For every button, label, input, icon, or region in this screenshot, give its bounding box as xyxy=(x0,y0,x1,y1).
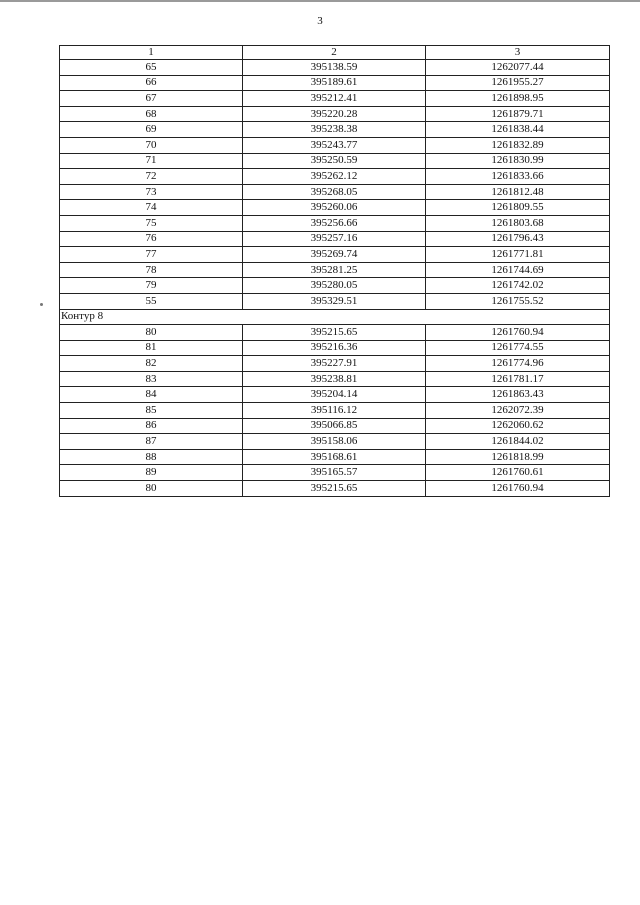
table-row xyxy=(60,403,610,419)
y-coordinate-cell: 1261774.55 xyxy=(426,340,610,356)
point-number-cell: 85 xyxy=(60,403,243,419)
point-number-cell: 75 xyxy=(60,215,243,231)
table-row xyxy=(60,169,610,185)
point-number-cell: 81 xyxy=(60,340,243,356)
table-body xyxy=(60,60,610,497)
x-coordinate-cell: 395215.65 xyxy=(243,481,426,497)
page-number: 3 xyxy=(317,15,323,27)
point-number-cell: 78 xyxy=(60,262,243,278)
table-row xyxy=(60,465,610,481)
point-number-cell: 82 xyxy=(60,356,243,372)
y-coordinate-cell: 1261771.81 xyxy=(426,247,610,263)
table-row xyxy=(60,184,610,200)
x-coordinate-cell: 395329.51 xyxy=(243,293,426,309)
header-row xyxy=(60,46,610,60)
table-row xyxy=(60,106,610,122)
y-coordinate-cell: 1261830.99 xyxy=(426,153,610,169)
x-coordinate-cell: 395262.12 xyxy=(243,169,426,185)
point-number-cell: 70 xyxy=(60,137,243,153)
y-coordinate-cell: 1262072.39 xyxy=(426,403,610,419)
point-number-cell: 77 xyxy=(60,247,243,263)
x-coordinate-cell: 395168.61 xyxy=(243,449,426,465)
point-number-cell: 80 xyxy=(60,325,243,341)
point-number-cell: 83 xyxy=(60,371,243,387)
header-col-3: 3 xyxy=(426,46,610,60)
table-row xyxy=(60,340,610,356)
point-number-cell: 72 xyxy=(60,169,243,185)
x-coordinate-cell: 395212.41 xyxy=(243,91,426,107)
x-coordinate-cell: 395260.06 xyxy=(243,200,426,216)
y-coordinate-cell: 1261774.96 xyxy=(426,356,610,372)
table-row xyxy=(60,449,610,465)
point-number-cell: 87 xyxy=(60,434,243,450)
table-row xyxy=(60,262,610,278)
point-number-cell: 84 xyxy=(60,387,243,403)
point-number-cell: 67 xyxy=(60,91,243,107)
table-row xyxy=(60,481,610,497)
x-coordinate-cell: 395204.14 xyxy=(243,387,426,403)
point-number-cell: 55 xyxy=(60,293,243,309)
y-coordinate-cell: 1261760.94 xyxy=(426,481,610,497)
table-row xyxy=(60,75,610,91)
scan-speck xyxy=(40,303,43,306)
table-row xyxy=(60,122,610,138)
point-number-cell: 66 xyxy=(60,75,243,91)
x-coordinate-cell: 395227.91 xyxy=(243,356,426,372)
y-coordinate-cell: 1261844.02 xyxy=(426,434,610,450)
point-number-cell: 69 xyxy=(60,122,243,138)
scan-top-edge xyxy=(0,0,640,2)
section-row xyxy=(60,309,610,325)
table-row xyxy=(60,200,610,216)
x-coordinate-cell: 395220.28 xyxy=(243,106,426,122)
y-coordinate-cell: 1261898.95 xyxy=(426,91,610,107)
y-coordinate-cell: 1261742.02 xyxy=(426,278,610,294)
point-number-cell: 68 xyxy=(60,106,243,122)
point-number-cell: 65 xyxy=(60,60,243,76)
table-row xyxy=(60,247,610,263)
y-coordinate-cell: 1261760.94 xyxy=(426,325,610,341)
x-coordinate-cell: 395066.85 xyxy=(243,418,426,434)
section-label: Контур 8 xyxy=(60,309,610,325)
header-col-1: 1 xyxy=(60,46,243,60)
table-row xyxy=(60,387,610,403)
y-coordinate-cell: 1261863.43 xyxy=(426,387,610,403)
y-coordinate-cell: 1261809.55 xyxy=(426,200,610,216)
x-coordinate-cell: 395257.16 xyxy=(243,231,426,247)
y-coordinate-cell: 1261838.44 xyxy=(426,122,610,138)
x-coordinate-cell: 395165.57 xyxy=(243,465,426,481)
coordinates-table xyxy=(59,45,610,497)
point-number-cell: 76 xyxy=(60,231,243,247)
table-row xyxy=(60,137,610,153)
table-row xyxy=(60,231,610,247)
point-number-cell: 73 xyxy=(60,184,243,200)
table-row xyxy=(60,325,610,341)
x-coordinate-cell: 395256.66 xyxy=(243,215,426,231)
x-coordinate-cell: 395138.59 xyxy=(243,60,426,76)
x-coordinate-cell: 395238.38 xyxy=(243,122,426,138)
y-coordinate-cell: 1261744.69 xyxy=(426,262,610,278)
y-coordinate-cell: 1261832.89 xyxy=(426,137,610,153)
y-coordinate-cell: 1262077.44 xyxy=(426,60,610,76)
x-coordinate-cell: 395189.61 xyxy=(243,75,426,91)
x-coordinate-cell: 395268.05 xyxy=(243,184,426,200)
point-number-cell: 89 xyxy=(60,465,243,481)
y-coordinate-cell: 1261818.99 xyxy=(426,449,610,465)
table-header xyxy=(60,46,610,60)
y-coordinate-cell: 1261879.71 xyxy=(426,106,610,122)
x-coordinate-cell: 395216.36 xyxy=(243,340,426,356)
y-coordinate-cell: 1261755.52 xyxy=(426,293,610,309)
point-number-cell: 71 xyxy=(60,153,243,169)
y-coordinate-cell: 1261955.27 xyxy=(426,75,610,91)
x-coordinate-cell: 395116.12 xyxy=(243,403,426,419)
x-coordinate-cell: 395243.77 xyxy=(243,137,426,153)
table-row xyxy=(60,371,610,387)
table-row xyxy=(60,60,610,76)
point-number-cell: 74 xyxy=(60,200,243,216)
table-row xyxy=(60,153,610,169)
table-row xyxy=(60,91,610,107)
x-coordinate-cell: 395238.81 xyxy=(243,371,426,387)
table-row xyxy=(60,293,610,309)
point-number-cell: 86 xyxy=(60,418,243,434)
point-number-cell: 80 xyxy=(60,481,243,497)
x-coordinate-cell: 395281.25 xyxy=(243,262,426,278)
x-coordinate-cell: 395215.65 xyxy=(243,325,426,341)
y-coordinate-cell: 1261781.17 xyxy=(426,371,610,387)
table-row xyxy=(60,356,610,372)
y-coordinate-cell: 1261833.66 xyxy=(426,169,610,185)
table-row xyxy=(60,434,610,450)
table-row xyxy=(60,215,610,231)
table-row xyxy=(60,278,610,294)
y-coordinate-cell: 1261796.43 xyxy=(426,231,610,247)
x-coordinate-cell: 395250.59 xyxy=(243,153,426,169)
x-coordinate-cell: 395280.05 xyxy=(243,278,426,294)
point-number-cell: 79 xyxy=(60,278,243,294)
y-coordinate-cell: 1261812.48 xyxy=(426,184,610,200)
x-coordinate-cell: 395158.06 xyxy=(243,434,426,450)
y-coordinate-cell: 1262060.62 xyxy=(426,418,610,434)
table-row xyxy=(60,418,610,434)
header-col-2: 2 xyxy=(243,46,426,60)
x-coordinate-cell: 395269.74 xyxy=(243,247,426,263)
y-coordinate-cell: 1261760.61 xyxy=(426,465,610,481)
point-number-cell: 88 xyxy=(60,449,243,465)
y-coordinate-cell: 1261803.68 xyxy=(426,215,610,231)
